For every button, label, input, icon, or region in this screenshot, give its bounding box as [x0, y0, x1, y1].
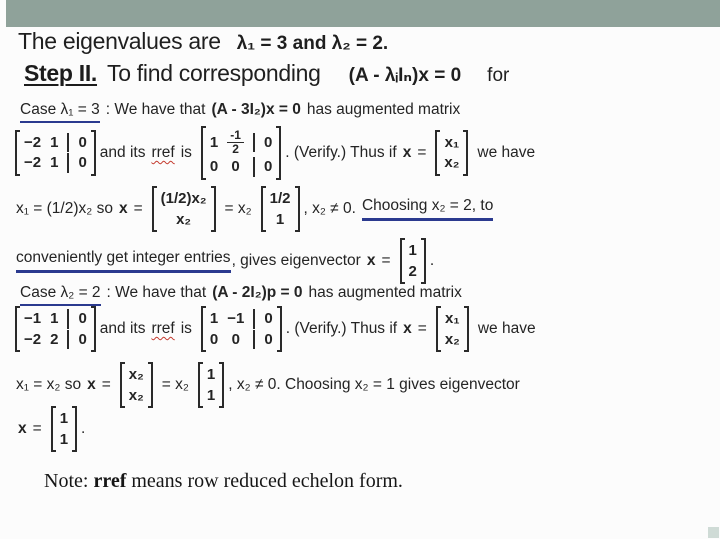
right-bracket: [421, 238, 426, 284]
case2-lead-in: : We have that: [106, 284, 207, 301]
case2-solve-x: x: [87, 376, 96, 393]
right-bracket: [463, 130, 468, 176]
case2-condition: , x₂ ≠ 0. Choosing x₂ = 1 gives eigenvector: [228, 376, 520, 393]
right-bracket: [72, 406, 77, 452]
case2-post: has augmented matrix: [308, 284, 462, 301]
case1-choosing: Choosing x₂ = 2, to: [362, 197, 493, 221]
case2-verify: . (Verify.) Thus if: [285, 320, 398, 337]
right-bracket: [295, 186, 300, 232]
right-bracket: [464, 306, 469, 352]
case2-solve-eq: =: [101, 376, 111, 393]
case1-concl-eq: =: [381, 252, 391, 269]
note-label: Note:: [44, 470, 89, 492]
solution-vector-2: x₂ x₂: [120, 362, 153, 408]
corner-decoration: [708, 527, 719, 538]
rref-matrix-1: 1 $\frac{-1}{2}$ 0 0 0 0: [201, 126, 281, 180]
case1-we-have: we have: [477, 143, 536, 161]
case2-solve-lead: x₁ = x₂ so: [16, 376, 82, 393]
note-line: [44, 470, 403, 493]
case1-solve-line: [16, 186, 493, 232]
case2-final-eq: =: [32, 420, 42, 437]
case2-rref-pre: and its: [99, 320, 146, 337]
right-bracket: [148, 362, 153, 408]
fraction-neg-one-half: $\frac{-1}{2}$: [227, 129, 244, 156]
case1-conveniently: conveniently get integer entries: [16, 249, 231, 273]
right-bracket: [219, 362, 224, 408]
case1-heading-line: [20, 101, 460, 123]
rref-matrix-2: 1 −1 0 0 0 0: [201, 306, 282, 352]
case2-rref-word: rref: [151, 320, 175, 337]
case1-condition: , x₂ ≠ 0.: [303, 200, 356, 217]
step-line: [24, 60, 509, 87]
right-bracket: [276, 126, 281, 180]
case1-equation: (A - 3I₂)x = 0: [211, 101, 301, 118]
right-bracket: [277, 306, 282, 352]
case2-solve-line: [16, 362, 520, 408]
top-bar-decoration: [6, 0, 720, 27]
right-bracket: [91, 306, 96, 352]
step-equation: (A - λᵢIₙ)x = 0: [348, 65, 462, 86]
case2-final-period: .: [81, 420, 86, 437]
eigenvector-1: 1 2: [400, 238, 426, 284]
case1-solve-eq2: = x₂: [224, 200, 252, 217]
case2-heading: Case λ₂ = 2: [20, 284, 101, 306]
case2-we-have: we have: [477, 320, 536, 337]
x-vector-2: x₁ x₂: [436, 306, 469, 352]
intro-text: The eigenvalues are: [18, 28, 221, 54]
case1-rref-pre: and its: [99, 143, 146, 161]
eigenvalues-math: λ₁ = 3 and λ₂ = 2.: [236, 33, 389, 54]
note-rest: means row reduced echelon form.: [131, 470, 403, 492]
scaled-vector-1: 1/2 1: [261, 186, 300, 232]
case2-heading-line: [20, 284, 462, 306]
case1-concl-x: x: [366, 252, 376, 269]
case1-post: has augmented matrix: [306, 101, 461, 118]
case2-rref-post: is: [180, 320, 192, 337]
intro-line: [18, 28, 388, 55]
case1-x: x: [402, 143, 412, 161]
solution-vector-1: (1/2)x₂ x₂: [152, 186, 216, 232]
case2-matrix-line: [12, 306, 536, 352]
case1-rref-post: is: [180, 143, 192, 161]
case1-rref-word: rref: [151, 143, 175, 161]
case1-solve-lead: x₁ = (1/2)x₂ so: [16, 200, 113, 217]
note-rref: rref: [93, 470, 127, 492]
case1-solve-x: x: [118, 200, 128, 217]
case2-equals: =: [417, 320, 427, 337]
case1-heading: Case λ₁ = 3: [20, 101, 100, 123]
case1-verify: . (Verify.) Thus if: [285, 143, 397, 161]
augmented-matrix-1: −2 1 0 −2 1 0: [15, 130, 96, 176]
case1-gives: , gives eigenvector: [231, 252, 361, 269]
case2-x: x: [403, 320, 412, 337]
case1-period: .: [429, 252, 435, 269]
step-text: To find corresponding: [107, 60, 321, 86]
case2-equation: (A - 2I₂)p = 0: [212, 284, 303, 301]
case1-lead-in: : We have that: [105, 101, 206, 118]
scaled-vector-2: 1 1: [198, 362, 224, 408]
case2-final-line: [18, 406, 85, 452]
case1-equals: =: [417, 143, 427, 161]
case2-solve-eq2: = x₂: [161, 376, 189, 393]
step-label: Step II.: [24, 60, 98, 86]
case1-conclusion-line: [16, 238, 434, 284]
case1-solve-eq: =: [133, 200, 143, 217]
case2-final-x: x: [18, 420, 27, 437]
right-bracket: [211, 186, 216, 232]
augmented-matrix-2: −1 1 0 −2 2 0: [15, 306, 96, 352]
x-vector-1: x₁ x₂: [435, 130, 468, 176]
step-for: for: [487, 65, 510, 86]
eigenvector-2: 1 1: [51, 406, 77, 452]
right-bracket: [91, 130, 96, 176]
case1-matrix-line: [12, 126, 535, 180]
